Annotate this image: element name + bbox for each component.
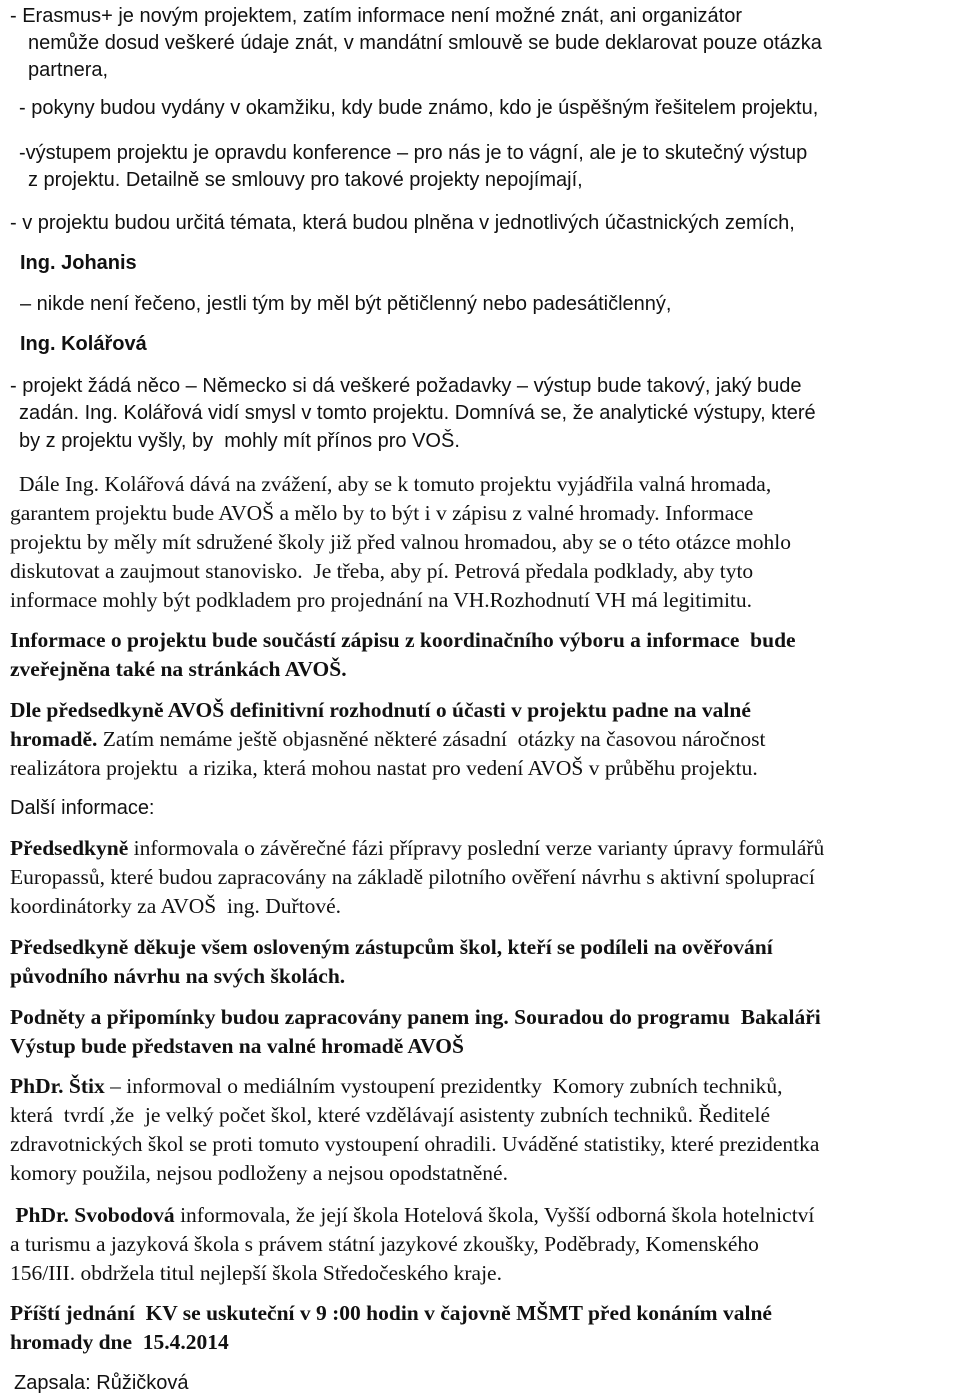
text-line — [28, 33, 822, 53]
bold-text-run: Předsedkyně děkuje všem osloveným zástupcům škol, kteří se podíleli na ověřování — [10, 935, 773, 959]
text-line — [10, 1205, 814, 1227]
text-run: zdravotnických škol se proti tomuto vystoupení ohradili. Uváděné statistiky, které prezidentka — [10, 1132, 820, 1156]
bold-text-run: hromady dne 15.4.2014 — [10, 1330, 229, 1354]
text-line — [10, 758, 758, 780]
text-line — [10, 630, 796, 652]
text-line — [10, 6, 742, 26]
text-run: - projekt žádá něco – Německo si dá veškeré požadavky – výstup bude takový, jaký bude — [10, 375, 802, 397]
text-run: informovala o závěrečné fázi přípravy poslední verze varianty úpravy formulářů — [128, 836, 825, 860]
text-line — [10, 561, 753, 583]
text-line — [10, 1134, 819, 1156]
text-line — [10, 937, 773, 959]
text-line — [10, 1076, 782, 1098]
text-run: Europassů, které budou zapracovány na základě pilotního ověření návrhu s aktivní spoluprací — [10, 865, 815, 889]
text-line — [10, 532, 791, 554]
text-line — [19, 98, 818, 118]
bold-text-run: Informace o projektu bude součástí zápisu z koordinačního výboru a informace bude — [10, 628, 796, 652]
text-line — [19, 431, 460, 451]
text-line — [14, 1373, 189, 1393]
text-run: Zatím nemáme ještě objasněné některé zásadní otázky na časovou náročnost — [97, 727, 766, 751]
bold-text-run: Příští jednání KV se uskuteční v 9 :00 hodin v čajovně MŠMT před konáním valné — [10, 1301, 772, 1325]
text-run: zadán. Ing. Kolářová vidí smysl v tomto projektu. Domnívá se, že analytické výstupy, které — [19, 402, 816, 424]
bold-text-run: původního návrhu na svých školách. — [10, 964, 346, 988]
text-run: - v projektu budou určitá témata, která budou plněna v jednotlivých účastnických zemích, — [10, 212, 795, 234]
text-line — [10, 700, 751, 722]
text-line — [10, 213, 795, 233]
text-line — [10, 798, 155, 818]
bold-text-run: Dle předsedkyně AVOŠ definitivní rozhodnutí o účasti v projektu padne na valné — [10, 698, 751, 722]
text-run: by z projektu vyšly, by mohly mít přínos pro VOŠ. — [19, 430, 460, 452]
bold-text-run: Výstup bude představen na valné hromadě AVOŠ — [10, 1034, 464, 1058]
text-line — [10, 966, 345, 988]
text-run: Další informace: — [10, 797, 155, 819]
text-line — [10, 659, 347, 681]
text-line — [28, 60, 108, 80]
text-line — [10, 590, 752, 612]
text-run: komory použila, nejsou podloženy a nejsou opodstatněné. — [10, 1161, 508, 1185]
text-run: realizátora projektu a rizika, která mohou nastat pro vedení AVOŠ v průběhu projektu. — [10, 756, 758, 780]
text-run: garantem projektu bude AVOŠ a mělo by to být i v zápisu z valné hromady. Informace — [10, 501, 754, 525]
text-run: – nikde není řečeno, jestli tým by měl být pětičlenný nebo padesátičlenný, — [20, 293, 672, 315]
text-line — [10, 1234, 759, 1256]
text-run: - pokyny budou vydány v okamžiku, kdy bude známo, kdo je úspěšným řešitelem projektu, — [19, 97, 819, 119]
bold-text-run: Ing. Johanis — [20, 252, 137, 274]
bold-text-run: hromadě. — [10, 727, 98, 751]
text-line — [10, 1036, 464, 1058]
text-line — [10, 1007, 821, 1029]
text-line — [20, 334, 147, 354]
text-run: informovala, že její škola Hotelová škola, Vyšší odborná škola hotelnictví — [174, 1203, 815, 1227]
text-run: nemůže dosud veškeré údaje znát, v mandátní smlouvě se bude deklarovat pouze otázka — [28, 32, 822, 54]
bold-text-run: PhDr. Štix — [10, 1074, 105, 1098]
bold-text-run: zveřejněna také na stránkách AVOŠ. — [10, 657, 347, 681]
text-run: – informoval o mediálním vystoupení prezidentky Komory zubních techniků, — [104, 1074, 783, 1098]
bold-text-run: Ing. Kolářová — [20, 333, 147, 355]
text-line — [28, 170, 583, 190]
text-line — [10, 1303, 772, 1325]
text-line — [19, 403, 816, 423]
text-run: a turismu a jazyková škola s právem státní jazykové zkoušky, Poděbrady, Komenského — [10, 1232, 759, 1256]
text-run: diskutovat a zaujmout stanovisko. Je třeba, aby pí. Petrová předala podklady, aby tyto — [10, 559, 754, 583]
text-line — [10, 1163, 508, 1185]
text-line — [19, 143, 807, 163]
text-line — [20, 253, 137, 273]
text-run: která tvrdí ,že je velký počet škol, které vzdělávají asistenty zubních techniků. Ředitelé — [10, 1103, 770, 1127]
text-line — [10, 729, 765, 751]
text-run: z projektu. Detailně se smlouvy pro takové projekty nepojímají, — [28, 169, 583, 191]
text-line — [10, 838, 824, 860]
text-run: Dále Ing. Kolářová dává na zvážení, aby se k tomuto projektu vyjádřila valná hromada, — [19, 472, 772, 496]
text-run: 156/III. obdržela titul nejlepší škola Středočeského kraje. — [10, 1261, 502, 1285]
text-line — [10, 1263, 502, 1285]
text-line — [10, 867, 815, 889]
text-line — [20, 294, 671, 314]
text-line — [10, 1332, 229, 1354]
text-line — [10, 376, 802, 396]
text-run: -výstupem projektu je opravdu konference – pro nás je to vágní, ale je to skutečný výstup — [19, 142, 808, 164]
text-line — [10, 896, 341, 918]
text-run: projektu by měly mít sdružené školy již před valnou hromadou, aby se o této otázce mohlo — [10, 530, 791, 554]
text-run: informace mohly být podkladem pro projednání na VH.Rozhodnutí VH má legitimitu. — [10, 588, 753, 612]
bold-text-run: Předsedkyně — [10, 836, 129, 860]
text-line — [19, 474, 771, 496]
text-run: partnera, — [28, 59, 109, 81]
text-line — [10, 503, 753, 525]
text-run: - Erasmus+ je novým projektem, zatím informace není možné znát, ani organizátor — [10, 5, 742, 27]
bold-text-run: Podněty a připomínky budou zapracovány panem ing. Souradou do programu Bakaláři — [10, 1005, 821, 1029]
text-run: Zapsala: Růžičková — [14, 1372, 189, 1394]
text-line — [10, 1105, 770, 1127]
bold-text-run: PhDr. Svobodová — [10, 1203, 175, 1227]
text-run: koordinátorky za AVOŠ ing. Duřtové. — [10, 894, 342, 918]
